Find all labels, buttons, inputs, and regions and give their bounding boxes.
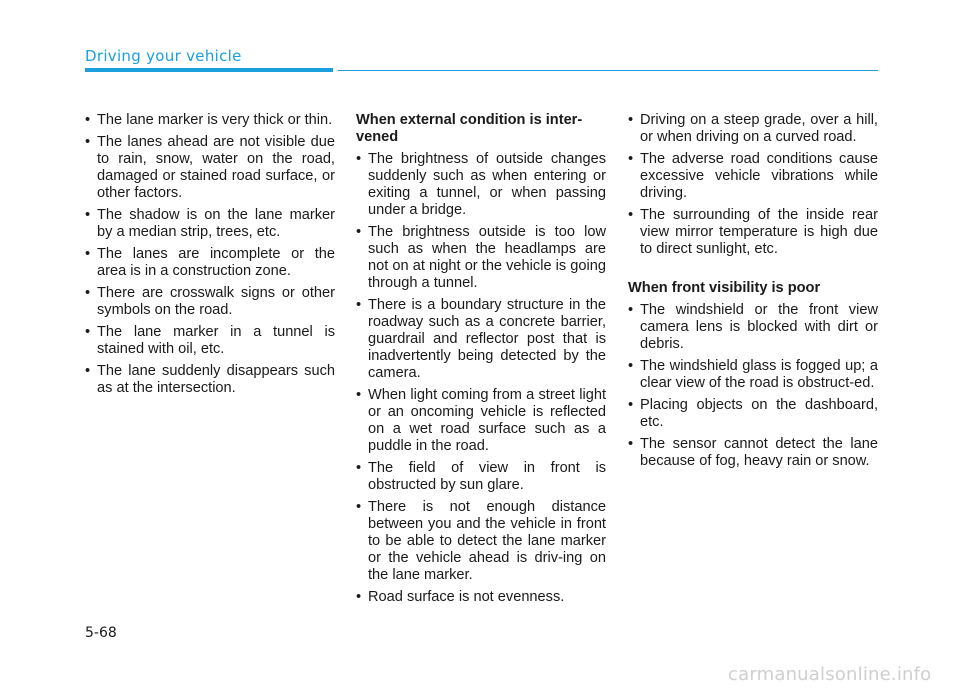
list-item: • The surrounding of the inside rear view mirror temperature is high due to direct sunlight, etc. [628, 207, 878, 258]
list-item: • The shadow is on the lane marker by a median strip, trees, etc. [85, 207, 335, 241]
bullet-list [356, 151, 606, 606]
subheading: When front visibility is poor [628, 280, 821, 296]
list-item: • The lanes ahead are not visible due to rain, snow, water on the road, damaged or stained road surface, or other factors. [85, 134, 335, 202]
list-item: • Placing objects on the dashboard, etc. [628, 397, 878, 431]
list-item: • There is a boundary structure in the roadway such as a concrete barrier, guardrail and reflector post that is inadvertently being detected by the camera. [356, 297, 606, 382]
bullet-list [628, 302, 878, 470]
list-item: • The windshield glass is fogged up; a clear view of the road is obstruct-ed. [628, 358, 878, 392]
column-3 [628, 112, 878, 475]
list-item: • The lane marker in a tunnel is stained with oil, etc. [85, 324, 335, 358]
list-item: • There are crosswalk signs or other symbols on the road. [85, 285, 335, 319]
bullet-list [628, 112, 878, 258]
list-item: • The adverse road conditions cause excessive vehicle vibrations while driving. [628, 151, 878, 202]
list-item: • The lane marker is very thick or thin. [85, 112, 335, 129]
list-item: • The brightness of outside changes suddenly such as when entering or exiting a tunnel, or when passing under a bridge. [356, 151, 606, 219]
header-rule-thick [85, 68, 333, 72]
page-number: 5-68 [85, 625, 117, 641]
section-title: Driving your vehicle [85, 47, 242, 65]
list-item: • The brightness outside is too low such as when the headlamps are not on at night or the vehicle is going through a tunnel. [356, 224, 606, 292]
list-item: • The field of view in front is obstructed by sun glare. [356, 460, 606, 494]
list-item: • The lanes are incomplete or the area is in a construction zone. [85, 246, 335, 280]
list-item: • Road surface is not evenness. [356, 589, 606, 606]
list-item: • When light coming from a street light or an oncoming vehicle is reflected on a wet road surface such as a puddle in the road. [356, 387, 606, 455]
list-item: • The lane suddenly disappears such as at the intersection. [85, 363, 335, 397]
list-item: • The sensor cannot detect the lane because of fog, heavy rain or snow. [628, 436, 878, 470]
column-2 [356, 112, 606, 611]
header-rule-thin [338, 70, 878, 71]
column-1 [85, 112, 335, 402]
subheading: When external condition is inter-vened [356, 112, 583, 145]
watermark: carmanualsonline.info [728, 664, 932, 685]
bullet-list [85, 112, 335, 397]
list-item: • There is not enough distance between you and the vehicle in front to be able to detect the lane marker or the vehicle ahead is driv-ing on the lane marker. [356, 499, 606, 584]
list-item: • The windshield or the front view camera lens is blocked with dirt or debris. [628, 302, 878, 353]
list-item: • Driving on a steep grade, over a hill, or when driving on a curved road. [628, 112, 878, 146]
